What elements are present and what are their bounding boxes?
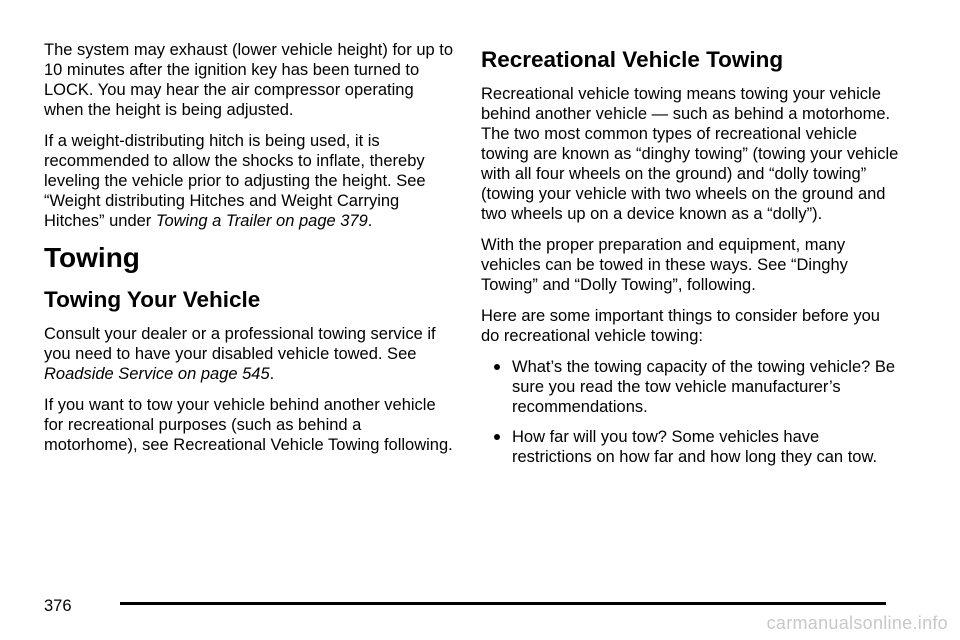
- bullet-icon: [494, 434, 500, 440]
- towing-heading: Towing: [44, 242, 140, 273]
- paragraph-recreational-definition: Recreational vehicle towing means towing your vehicle behind another vehicle — such as behind a motorhome. The two most common types of recreational vehicle towing are known as “dinghy towing” (towing your vehicle with all four wheels on the ground) and “dolly towing” (towing your vehicle with two wheels on the ground and two wheels up on a device known as a “dolly”).: [481, 85, 899, 223]
- list-item-text: What’s the towing capacity of the towing vehicle? Be sure you read the tow vehicle manufacturer’s recommendations.: [512, 358, 896, 416]
- recreational-vehicle-towing-heading: Recreational Vehicle Towing: [481, 47, 784, 72]
- paragraph-recreational-purposes: If you want to tow your vehicle behind another vehicle for recreational purposes (such as behind a motorhome), see Recreational Vehicle Towing following.: [44, 396, 453, 454]
- footer-rule: [120, 602, 886, 605]
- consult-dealer-text: Consult your dealer or a professional towing service if you need to have your disabled vehicle towed. See: [44, 325, 436, 363]
- list-item-text: How far will you tow? Some vehicles have restrictions on how far and how long they can tow.: [512, 428, 878, 466]
- paragraph-preparation: With the proper preparation and equipment, many vehicles can be towed in these ways. See “Dinghy Towing” and “Dolly Towing”, following.: [481, 236, 848, 294]
- roadside-service-reference: Roadside Service on page 545: [44, 365, 270, 383]
- hitch-text: If a weight-distributing hitch is being used, it is recommended to allow the shocks to inflate, thereby leveling the vehicle prior to adjusting the height. See “Weight distributing Hitches and Weight Carrying Hitches” under: [44, 132, 426, 230]
- right-column: [481, 46, 901, 477]
- left-column: [44, 40, 454, 466]
- towing-a-trailer-reference: Towing a Trailer on page 379: [155, 212, 368, 230]
- consult-dealer-text-end: .: [269, 365, 275, 383]
- watermark: carmanualsonline.info: [766, 613, 948, 633]
- list-item: [481, 427, 901, 467]
- bullet-icon: [494, 364, 500, 370]
- considerations-list: [481, 357, 901, 467]
- paragraph-weight-distributing-hitch: [44, 131, 454, 231]
- paragraph-consult-dealer: [44, 324, 454, 384]
- page-number: 376: [44, 597, 72, 615]
- paragraph-air-compressor: The system may exhaust (lower vehicle height) for up to 10 minutes after the ignition key has been turned to LOCK. You may hear the air compressor operating when the height is being adjusted.: [44, 41, 454, 119]
- list-item: [481, 357, 901, 417]
- towing-your-vehicle-heading: Towing Your Vehicle: [44, 287, 261, 312]
- paragraph-things-to-consider: Here are some important things to consider before you do recreational vehicle towing:: [481, 307, 880, 345]
- hitch-text-end: .: [367, 212, 373, 230]
